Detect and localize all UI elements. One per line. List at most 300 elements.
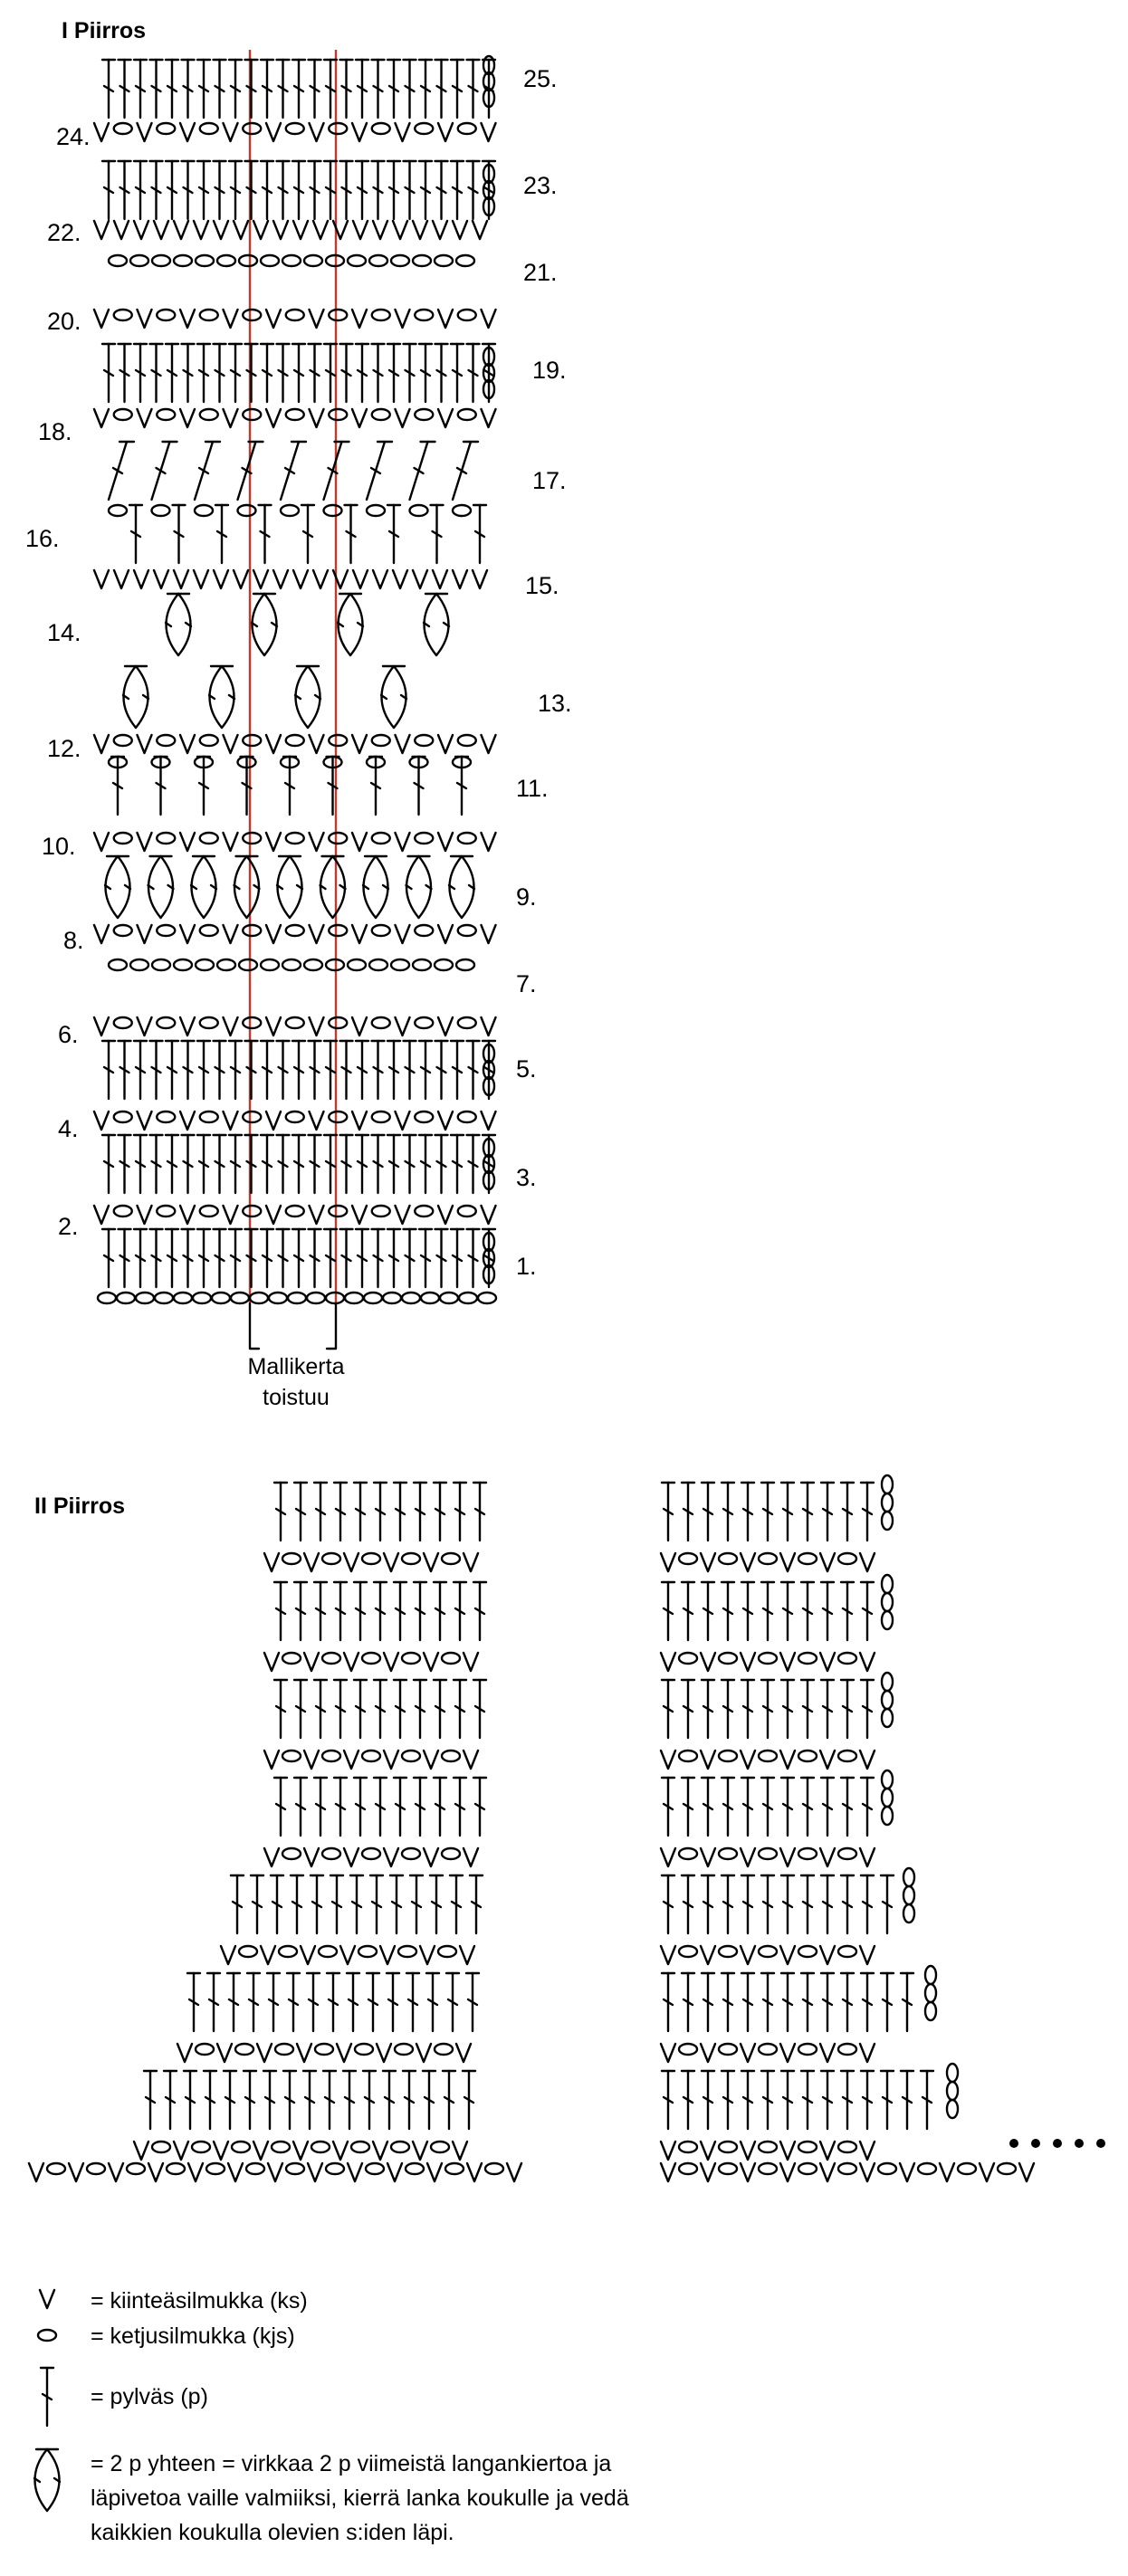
bottom-sc-row xyxy=(286,2163,304,2174)
dc-row-23 xyxy=(150,161,163,219)
row-label-21: 21. xyxy=(523,259,558,286)
sc-row-24 xyxy=(372,123,390,134)
dc-row-3 xyxy=(404,1135,416,1193)
sc-row-8 xyxy=(286,925,304,936)
dc-row-23 xyxy=(404,161,416,219)
dc-row-19 xyxy=(150,344,163,402)
sc-row-12 xyxy=(396,735,410,753)
sc-row-22 xyxy=(393,221,407,239)
sc-row-10 xyxy=(200,833,218,844)
sc-row-22 xyxy=(453,221,467,239)
chain-row-16 xyxy=(195,505,213,516)
dc-row xyxy=(434,1778,446,1836)
bottom-sc-row xyxy=(980,2163,994,2181)
dc-row xyxy=(347,1973,359,2031)
sc-row-4 xyxy=(266,1111,281,1130)
dc-row xyxy=(841,1778,854,1836)
turning-chain xyxy=(903,1886,914,1904)
row-label-20: 20. xyxy=(47,308,81,335)
sc-row xyxy=(221,1946,235,1964)
chain-row-16 xyxy=(410,505,428,516)
chain-row-21 xyxy=(174,255,192,266)
dc-row-16 xyxy=(345,505,358,563)
dc2tog-row-14 xyxy=(166,594,191,655)
dc2tog-row-13 xyxy=(209,666,234,728)
dc-row xyxy=(841,1483,854,1541)
dc-row-25 xyxy=(451,60,464,118)
bottom-sc-row xyxy=(679,2163,697,2174)
sc-row-24 xyxy=(286,123,304,134)
bottom-sc-row xyxy=(661,2163,675,2181)
sc-row-2 xyxy=(94,1206,109,1224)
dc-row-11 xyxy=(197,757,210,815)
sc-row xyxy=(373,2142,387,2160)
sc-row-20 xyxy=(310,310,324,328)
sc-row-8 xyxy=(415,925,433,936)
sc-row xyxy=(759,1848,777,1859)
dc-row-17 xyxy=(152,442,177,500)
row-label-13: 13. xyxy=(538,690,572,717)
dc-row-19 xyxy=(119,344,131,402)
dc-row-5 xyxy=(292,1041,305,1099)
sc-row xyxy=(340,1946,355,1964)
dc-row xyxy=(287,1973,300,2031)
dc-row xyxy=(781,1483,794,1541)
dc-row xyxy=(741,2071,754,2129)
sc-row-2 xyxy=(352,1206,367,1224)
chart-1-title: I Piirros xyxy=(62,18,147,43)
sc-row xyxy=(174,2142,188,2160)
sc-row-15 xyxy=(194,570,208,588)
sc-row-10 xyxy=(438,833,453,851)
dc-row xyxy=(204,2071,216,2129)
foundation-chain xyxy=(307,1293,325,1303)
dc-row-3 xyxy=(261,1135,273,1193)
sc-row xyxy=(759,2142,777,2152)
sc-row-6 xyxy=(458,1017,476,1028)
sc-row xyxy=(741,1553,755,1571)
dc-row-25 xyxy=(404,60,416,118)
dc-row xyxy=(446,1973,459,2031)
sc-row xyxy=(464,1653,478,1671)
dc-row xyxy=(231,1875,244,1933)
sc-row xyxy=(798,1848,817,1859)
dc-row-5 xyxy=(245,1041,258,1099)
row-label-15: 15. xyxy=(525,572,559,599)
legend-sc-text: = kiinteäsilmukka (ks) xyxy=(91,2288,308,2314)
bottom-sc-row xyxy=(798,2163,817,2174)
dc-row-1 xyxy=(245,1229,258,1287)
sc-row-10 xyxy=(415,833,433,844)
dc-row xyxy=(244,2071,256,2129)
turning-chain xyxy=(882,1575,893,1593)
bottom-sc-row xyxy=(188,2163,203,2181)
sc-row-24 xyxy=(200,123,218,134)
dc-row xyxy=(450,1875,463,1933)
dc-row xyxy=(821,2071,834,2129)
sc-row-4 xyxy=(114,1111,132,1122)
dc-row xyxy=(702,1582,714,1640)
sc-row xyxy=(719,1751,737,1761)
sc-row-20 xyxy=(482,310,496,328)
dc-row-23 xyxy=(292,161,305,219)
sc-row xyxy=(416,2044,431,2062)
sc-row-24 xyxy=(224,123,238,141)
dc-row xyxy=(722,1778,734,1836)
dc-row xyxy=(662,1778,674,1836)
chain-row-7 xyxy=(152,959,170,970)
dc-row xyxy=(187,1973,200,2031)
dc-row-5 xyxy=(435,1041,448,1099)
foundation-chain xyxy=(174,1293,192,1303)
dc-row xyxy=(454,1778,466,1836)
slip-stitch-dot xyxy=(1031,2139,1040,2148)
sc-row-20 xyxy=(372,310,390,320)
sc-row xyxy=(780,1553,795,1571)
dc-row xyxy=(682,1582,694,1640)
bottom-sc-row xyxy=(47,2163,65,2174)
chain-row-7 xyxy=(109,959,127,970)
dc-row xyxy=(390,1875,403,1933)
sc-row-10 xyxy=(94,833,109,851)
dc-row-25 xyxy=(245,60,258,118)
dc-row-25 xyxy=(119,60,131,118)
sc-row-12 xyxy=(266,735,281,753)
bottom-sc-row xyxy=(246,2163,264,2174)
dc-row xyxy=(761,1778,774,1836)
sc-row-18 xyxy=(200,409,218,420)
dc-row xyxy=(434,1680,446,1738)
dc-row-23 xyxy=(102,161,115,219)
sc-row-6 xyxy=(224,1017,238,1035)
dc-row-5 xyxy=(404,1041,416,1099)
sc-row xyxy=(344,1553,358,1571)
dc-row-19 xyxy=(451,344,464,402)
turning-chain xyxy=(882,1770,893,1789)
sc-row-6 xyxy=(438,1017,453,1035)
dc-row xyxy=(702,1680,714,1738)
sc-row-6 xyxy=(415,1017,433,1028)
sc-row-22 xyxy=(373,221,387,239)
sc-row-2 xyxy=(200,1206,218,1216)
sc-row xyxy=(402,1553,420,1564)
dc-row-25 xyxy=(229,60,242,118)
dc-row-5 xyxy=(372,1041,385,1099)
chain-row-7 xyxy=(413,959,431,970)
sc-row xyxy=(860,1848,875,1866)
bottom-sc-row xyxy=(507,2163,521,2181)
dc-row xyxy=(426,1973,439,2031)
dc-row xyxy=(722,1680,734,1738)
turning-chain xyxy=(882,1493,893,1512)
sc-row-4 xyxy=(372,1111,390,1122)
sc-row-4 xyxy=(243,1111,261,1122)
turning-chain xyxy=(947,2064,958,2082)
turning-chain xyxy=(925,2002,936,2020)
dc-row xyxy=(263,2071,276,2129)
sc-row-12 xyxy=(286,735,304,746)
turning-chain xyxy=(903,1868,914,1886)
dc-row-3 xyxy=(150,1135,163,1193)
chain-row-21 xyxy=(456,255,474,266)
sc-row-15 xyxy=(433,570,447,588)
bottom-sc-row xyxy=(445,2163,464,2174)
sc-row-2 xyxy=(396,1206,410,1224)
sc-row xyxy=(322,1553,340,1564)
sc-row xyxy=(424,1553,438,1571)
sc-row xyxy=(798,2044,817,2055)
dc-row-11 xyxy=(369,757,382,815)
sc-row xyxy=(442,1553,460,1564)
dc-row xyxy=(881,1973,894,2031)
sc-row xyxy=(214,2142,228,2160)
dc-row xyxy=(294,1680,307,1738)
sc-row xyxy=(820,1653,835,1671)
dc-row-5 xyxy=(261,1041,273,1099)
dc-row-16 xyxy=(387,505,400,563)
dc-row xyxy=(781,1582,794,1640)
sc-row-2 xyxy=(138,1206,152,1224)
sc-row-15 xyxy=(293,570,308,588)
dc-row xyxy=(434,1582,446,1640)
dc-row-25 xyxy=(340,60,353,118)
sc-row xyxy=(780,1751,795,1769)
chain-row-16 xyxy=(238,505,256,516)
sc-row-18 xyxy=(114,409,132,420)
sc-row-10 xyxy=(180,833,195,851)
dc-row xyxy=(454,1582,466,1640)
sc-row-8 xyxy=(94,925,109,943)
dc-row xyxy=(722,1582,734,1640)
chart-2-right-edge-symbols xyxy=(661,1475,1105,2181)
dc-row-1 xyxy=(102,1229,115,1287)
dc-row xyxy=(722,1875,734,1933)
dc-row xyxy=(682,1483,694,1541)
sc-row-24 xyxy=(352,123,367,141)
dc-row xyxy=(473,1483,486,1541)
sc-row-22 xyxy=(94,221,109,239)
sc-row-15 xyxy=(353,570,368,588)
dc-row-11 xyxy=(283,757,296,815)
dc-row xyxy=(702,1483,714,1541)
dc-row-11 xyxy=(413,757,425,815)
bottom-sc-row xyxy=(268,2163,282,2181)
chart-1-symbols xyxy=(94,56,496,1303)
dc-row-25 xyxy=(182,60,195,118)
sc-row-12 xyxy=(138,735,152,753)
sc-row-15 xyxy=(234,570,248,588)
chain-row-21 xyxy=(152,255,170,266)
dc-row xyxy=(801,1582,814,1640)
turning-chain xyxy=(925,1966,936,1984)
dc-row-1 xyxy=(404,1229,416,1287)
dc-row xyxy=(741,1680,754,1738)
sc-row-18 xyxy=(94,409,109,427)
sc-row-8 xyxy=(372,925,390,936)
dc-row-3 xyxy=(134,1135,147,1193)
dc-row-3 xyxy=(277,1135,290,1193)
dc-row xyxy=(307,1973,320,2031)
sc-row-8 xyxy=(266,925,281,943)
dc-row xyxy=(410,1875,423,1933)
sc-row xyxy=(679,2044,697,2055)
sc-row-15 xyxy=(393,570,407,588)
sc-row xyxy=(402,1653,420,1664)
dc-row-16 xyxy=(431,505,444,563)
sc-row xyxy=(322,1653,340,1664)
dc-row xyxy=(334,1582,347,1640)
dc-row xyxy=(274,1582,287,1640)
dc-row-1 xyxy=(451,1229,464,1287)
bottom-sc-row xyxy=(701,2163,715,2181)
chain-row-7 xyxy=(130,959,148,970)
sc-row-8 xyxy=(243,925,261,936)
chain-row-16 xyxy=(367,505,385,516)
dc-row-1 xyxy=(309,1229,321,1287)
dc2tog-icon xyxy=(34,2449,60,2511)
sc-row xyxy=(264,1653,279,1671)
dc-row xyxy=(781,1875,794,1933)
dc-row-1 xyxy=(387,1229,400,1287)
foundation-chain xyxy=(269,1293,287,1303)
sc-row-8 xyxy=(224,925,238,943)
chain-icon xyxy=(38,2330,56,2341)
turning-chain xyxy=(947,2082,958,2100)
dc-row xyxy=(801,1680,814,1738)
sc-row xyxy=(719,2142,737,2152)
dc-row-17 xyxy=(367,442,392,500)
sc-row xyxy=(701,2044,715,2062)
sc-row-8 xyxy=(138,925,152,943)
row-label-12: 12. xyxy=(47,735,81,762)
sc-row-6 xyxy=(94,1017,109,1035)
sc-row xyxy=(384,1653,398,1671)
dc-row-1 xyxy=(277,1229,290,1287)
dc-row xyxy=(841,1973,854,2031)
dc-row-25 xyxy=(214,60,226,118)
sc-row xyxy=(719,2044,737,2055)
sc-row-6 xyxy=(396,1017,410,1035)
dc-row xyxy=(251,1875,263,1933)
dc-row-1 xyxy=(182,1229,195,1287)
sc-row xyxy=(838,1946,856,1957)
sc-row-22 xyxy=(413,221,427,239)
sc-row-12 xyxy=(372,735,390,746)
repeat-bracket xyxy=(250,1303,336,1349)
sc-row xyxy=(362,1751,380,1761)
dc-row xyxy=(901,2071,913,2129)
dc-row xyxy=(741,1483,754,1541)
foundation-chain xyxy=(288,1293,306,1303)
dc-row-25 xyxy=(102,60,115,118)
dc-row xyxy=(414,1778,426,1836)
dc-row xyxy=(841,1680,854,1738)
dc-row-23 xyxy=(372,161,385,219)
bottom-sc-row xyxy=(29,2163,43,2181)
dc-row-11 xyxy=(155,757,167,815)
dc-row-17 xyxy=(281,442,306,500)
dc-row-17 xyxy=(453,442,478,500)
bottom-sc-row xyxy=(326,2163,344,2174)
dc-row xyxy=(861,1778,874,1836)
sc-row-22 xyxy=(174,221,188,239)
sc-row-2 xyxy=(372,1206,390,1216)
dc2tog-row-9 xyxy=(105,856,130,918)
dc-row xyxy=(821,1680,834,1738)
row-label-1: 1. xyxy=(516,1253,537,1280)
dc-row-19 xyxy=(166,344,178,402)
bottom-sc-row xyxy=(780,2163,795,2181)
dc-row-3 xyxy=(309,1135,321,1193)
sc-row-18 xyxy=(138,409,152,427)
chain-row-16 xyxy=(281,505,299,516)
sc-row xyxy=(679,1751,697,1761)
sc-row-10 xyxy=(157,833,175,844)
dc-row xyxy=(294,1483,307,1541)
bottom-sc-row xyxy=(308,2163,322,2181)
sc-row-15 xyxy=(413,570,427,588)
chain-row-21 xyxy=(413,255,431,266)
dc-row-3 xyxy=(372,1135,385,1193)
dc-row xyxy=(861,1973,874,2031)
dc-row xyxy=(334,1778,347,1836)
legend-dc2tog-line3: kaikkien koukulla olevien s:iden läpi. xyxy=(91,2520,454,2545)
dc-row-5 xyxy=(356,1041,368,1099)
chain-row-7 xyxy=(196,959,214,970)
sc-row xyxy=(679,1946,697,1957)
sc-row xyxy=(279,1946,297,1957)
turning-chain xyxy=(882,1475,893,1493)
bottom-sc-row xyxy=(918,2163,936,2174)
dc-row-23 xyxy=(435,161,448,219)
sc-row-6 xyxy=(329,1017,347,1028)
dc-row xyxy=(466,1973,479,2031)
chain-row-7 xyxy=(304,959,322,970)
sc-row xyxy=(701,1653,715,1671)
sc-row-20 xyxy=(180,310,195,328)
sc-row-22 xyxy=(253,221,268,239)
dc-row xyxy=(314,1582,327,1640)
sc-row xyxy=(780,2044,795,2062)
sc-row-4 xyxy=(310,1111,324,1130)
dc-row-16 xyxy=(259,505,272,563)
sc-row xyxy=(217,2044,232,2062)
dc-row-3 xyxy=(119,1135,131,1193)
bottom-sc-row xyxy=(127,2163,145,2174)
sc-row xyxy=(442,1653,460,1664)
sc-row-18 xyxy=(310,409,324,427)
dc2tog-row-9 xyxy=(449,856,474,918)
dc-row xyxy=(370,1875,383,1933)
sc-row-10 xyxy=(114,833,132,844)
sc-row-10 xyxy=(396,833,410,851)
dc-row xyxy=(274,1680,287,1738)
foundation-chain xyxy=(421,1293,439,1303)
chain-row-7 xyxy=(239,959,257,970)
sc-row xyxy=(701,1751,715,1769)
sc-row xyxy=(420,1946,435,1964)
sc-row-20 xyxy=(138,310,152,328)
sc-row-18 xyxy=(224,409,238,427)
dc-row-11 xyxy=(455,757,468,815)
sc-row xyxy=(860,1653,875,1671)
dc-row xyxy=(423,2071,435,2129)
dc-row xyxy=(662,1582,674,1640)
sc-row-18 xyxy=(180,409,195,427)
dc-row xyxy=(761,1680,774,1738)
sc-row xyxy=(661,1751,675,1769)
dc-row xyxy=(434,1483,446,1541)
